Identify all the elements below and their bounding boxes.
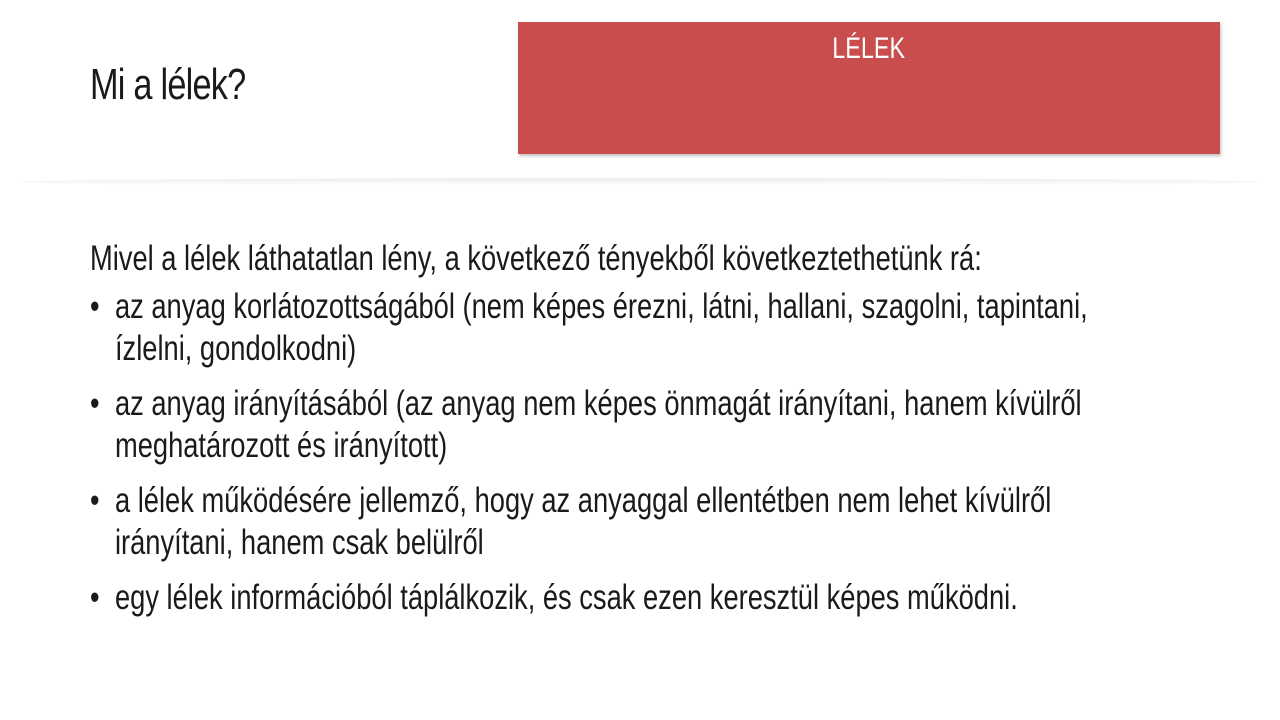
bullet-list [90,286,1182,619]
bullet-dot: • [90,578,100,617]
bullet-line: egy lélek információból táplálkozik, és csak ezen keresztül képes működni. [114,578,1018,617]
category-banner [518,22,1220,154]
bullet-item [90,383,1182,467]
bullet-item [90,577,1182,619]
bullet-line: ízlelni, gondolkodni) [114,329,357,368]
category-label [518,32,1220,66]
slide-title: Mi a lélek? [90,60,246,109]
bullet-dot: • [90,384,100,423]
bullet-dot: • [90,287,100,326]
category-label-text: LÉLEK [832,32,906,65]
bullet-line: meghatározott és irányított) [114,426,448,465]
bullet-item [90,286,1182,370]
intro-text: Mivel a lélek láthatatlan lény, a következő tényekből következtethetünk rá: [90,239,982,278]
bullet-line: a lélek működésére jellemző, hogy az anyaggal ellentétben nem lehet kívülről [114,481,1052,520]
bullet-dot: • [90,481,100,520]
slide-body [90,238,1182,632]
bullet-line: az anyag irányításából (az anyag nem képes önmagát irányítani, hanem kívülről [114,384,1082,423]
header-divider [20,178,1260,186]
bullet-line: az anyag korlátozottságából (nem képes érezni, látni, hallani, szagolni, tapintani, [114,287,1088,326]
bullet-item [90,480,1182,564]
bullet-line: irányítani, hanem csak belülről [114,523,484,562]
